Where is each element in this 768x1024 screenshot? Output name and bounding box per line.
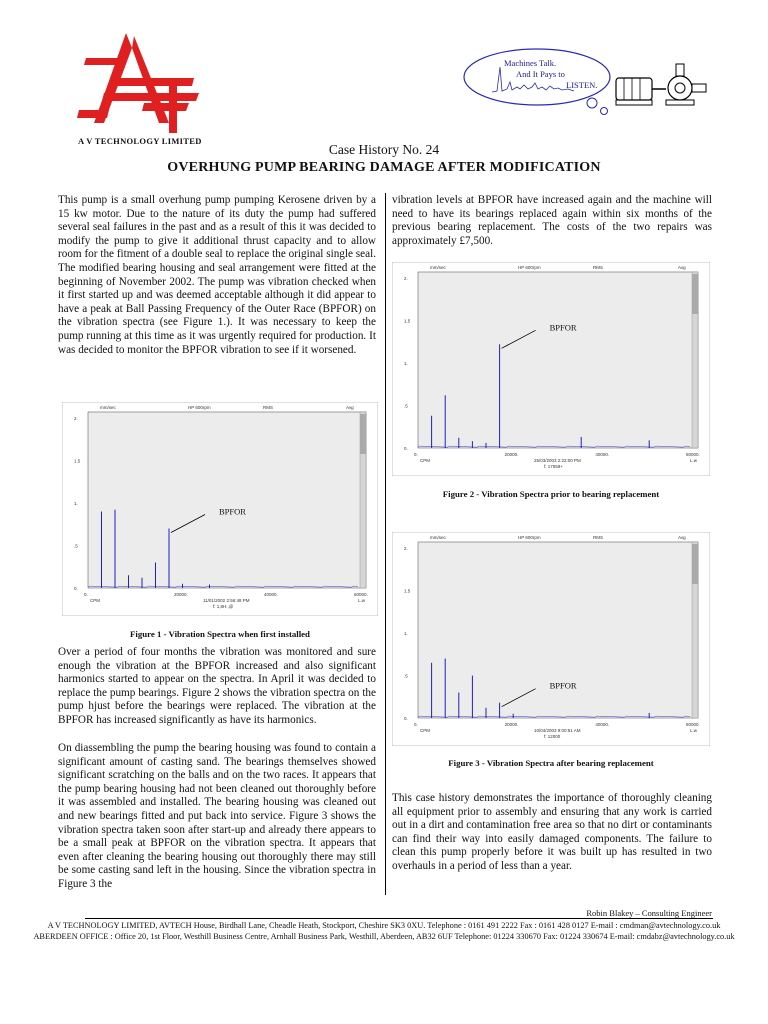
footer-aberdeen-line: ABERDEEN OFFICE : Office 20, 1st Floor, Westhill Business Centre, Arnhall Business Park, Westhill, Aberdeen, AB32 6UF Telephone: 01224 330670 Fax: 01224 330674 E-mail: cmdabz@avtechnology.co.uk [33,932,735,941]
y-tick-label: 1.5 [404,318,411,324]
y-tick-label: 1. [74,501,78,506]
footer-address-line: A V TECHNOLOGY LIMITED, AVTECH House, Birdhall Lane, Cheadle Heath, Stockport, Cheshire SK3 0XU. Telephone : 0161 491 2222 Fax : 0161 428 0127 E-mail : cmdman@avtechnology.co.uk [47,921,721,930]
paragraph-monitoring: Over a period of four months the vibration was monitored and sure enough the vibration at the BPFOR increased and also significant harmonics started to appear on the spectra. In April it was decided to replace the pump bearings. Figure 2 shows the vibration spectra on the pump hjust before the bearings were replaced. The vibration at the BPFOR has increased significantly as have its harmonics. [58,646,376,726]
y-tick-label: 2. [404,276,408,281]
bpfor-annotation: BPFOR [549,322,577,333]
chart-header-label: mm/sec [430,535,446,540]
chart-header-label: Avg [678,535,686,540]
x-tick-label: 0. [414,722,418,727]
avt-logo [74,28,204,138]
y-tick-label: 1.5 [74,458,81,464]
chart-header-label: RMS [593,535,603,540]
company-caption: A V TECHNOLOGY LIMITED [78,136,202,146]
figure-2-caption: Figure 2 - Vibration Spectra prior to bearing replacement [442,489,660,499]
paragraph-costs: vibration levels at BPFOR have increased again and the machine will need to have its bearings replaced again within six months of the previous bearing replacement. The costs of the two repairs was approximately £7,500. [392,194,712,247]
figure-3-spectrum [392,532,710,746]
tagline [496,58,608,91]
x-tick-label: 60000. [686,722,700,727]
y-tick-label: 0. [74,586,78,591]
x-tick-label: 60000. [686,452,700,457]
chart-header-label: HP 600rpm [518,535,541,540]
case-number: Case History No. 24 [328,142,440,157]
y-tick-label: .5 [74,543,78,549]
chart-header-label: mm/sec [100,405,116,410]
plot-scroll-thumb [692,274,698,314]
plot-area [88,412,366,588]
x-sublabel: CPM [90,598,100,603]
x-tick-label: 20000. [504,452,519,457]
tagline-line3: LISTEN. [566,80,598,90]
x-tick-label: 20000. [174,592,188,597]
plot-scroll-thumb [692,544,698,584]
y-tick-label: 2. [74,416,78,421]
paragraph-intro: This pump is a small overhung pump pumping Kerosene driven by a 15 kw motor. Due to the nature of its duty the pump had suffered several seal failures in the past and as a result of this it was decided to modify the pump to give it additional thrust capacity and to allow room for the fitment of a double seal to replace the original single seal. The modified bearing housing and seal arrangement were fitted at the beginning of November 2002. The pump was vibration checked when it first started up and was deemed acceptable although it did appear to have a peak at Ball Passing Frequency of the Outer Race (BPFOR) on the vibration spectra (see Figure 1.). It was necessary to keep the pump running at this time as it was urgently required for production. It was decided to monitor the BPFOR vibration to see if it worsened. [58,194,376,356]
bpfor-annotation: BPFOR [549,680,577,691]
x-tick-label: 40000. [595,452,610,457]
y-tick-label: 1. [404,361,408,366]
x-tick-label: 0. [84,592,88,597]
y-tick-label: 1.5 [404,588,411,594]
x-tick-label: 40000. [264,592,278,597]
page-title: OVERHUNG PUMP BEARING DAMAGE AFTER MODIFICATION [167,160,601,175]
motor-pump-icon [612,60,712,110]
author-credit: Robin Blakey – Consulting Engineer [586,908,712,918]
column-divider [385,193,386,895]
timestamp-label: 25/03/2003 2:22:00 PM [534,458,581,463]
tagline-line1: Machines Talk. [504,58,557,68]
figure-3-caption: Figure 3 - Vibration Spectra after bearing replacement [448,758,654,768]
y-tick-label: 2. [404,546,408,551]
tagline-line2: And It Pays to [516,69,565,79]
figure-2-spectrum [392,262,710,476]
y-tick-label: 0. [404,716,408,721]
chart-header-label: RMS [263,405,273,410]
footer-divider [85,918,713,919]
plot-area [418,272,698,448]
timestamp-label: 11/01/2002 2:56:48 PM [203,598,250,603]
chart-header-label: HP 600rpm [188,405,211,410]
cursor-label: f: 17559+ [544,464,563,469]
x-sublabel: CPM [420,458,430,463]
chart-header-label: HP 600rpm [518,265,541,270]
x-tick-label: 60000. [354,592,368,597]
x-unit-label: L.w [690,458,698,463]
x-tick-label: 40000. [595,722,610,727]
chart-header-label: RMS [593,265,603,270]
timestamp-label: 10/04/2003 9:00:51 AM [534,728,581,733]
plot-area [418,542,698,718]
chart-header-label: Avg [346,405,354,410]
paragraph-disassembly: On diassembling the pump the bearing housing was found to contain a significant amount of casting sand. The bearings themselves showed significant scratching on the balls and on the two races. It appears that the pump bearing housing had not been cleaned out thoroughly before it was assembled and installed. The bearing housing was cleaned out and new bearings fitted and put back into service. Figure 3 shows the vibration spectra taken soon after start-up and already there appears to be a small peak at BPFOR on the vibration spectra. It appears that even after cleaning the bearing housing out thoroughly there may still be some casting sand left in the housing. Since the vibration spectra in Figure 3 the [58,742,376,890]
figure-1-caption: Figure 1 - Vibration Spectra when first installed [130,629,310,639]
cursor-label: f: 1,8H:,@ [213,604,234,609]
y-tick-label: .5 [404,403,408,409]
x-tick-label: 0. [414,452,418,457]
y-tick-label: 0. [404,446,408,451]
chart-header-label: mm/sec [430,265,446,270]
x-sublabel: CPM [420,728,430,733]
y-tick-label: 1. [404,631,408,636]
plot-scroll-thumb [360,414,366,454]
chart-header-label: Avg [678,265,686,270]
bpfor-annotation: BPFOR [219,506,246,517]
y-tick-label: .5 [404,673,408,679]
x-unit-label: L.w [690,728,698,733]
cursor-label: f: 12000 [544,734,561,739]
x-tick-label: 20000. [504,722,519,727]
x-unit-label: L.w [358,598,366,603]
figure-1-spectrum [62,402,378,616]
paragraph-conclusion: This case history demonstrates the importance of thoroughly cleaning all equipment prior to assembly and ensuring that any work is carried out in a dirt and contamination free area so that no dirt or contaminants can find their way into easily damaged components. The failure to clean this pump properly before it was built up has resulted in two overhauls in a period of less than a year. [392,792,712,872]
